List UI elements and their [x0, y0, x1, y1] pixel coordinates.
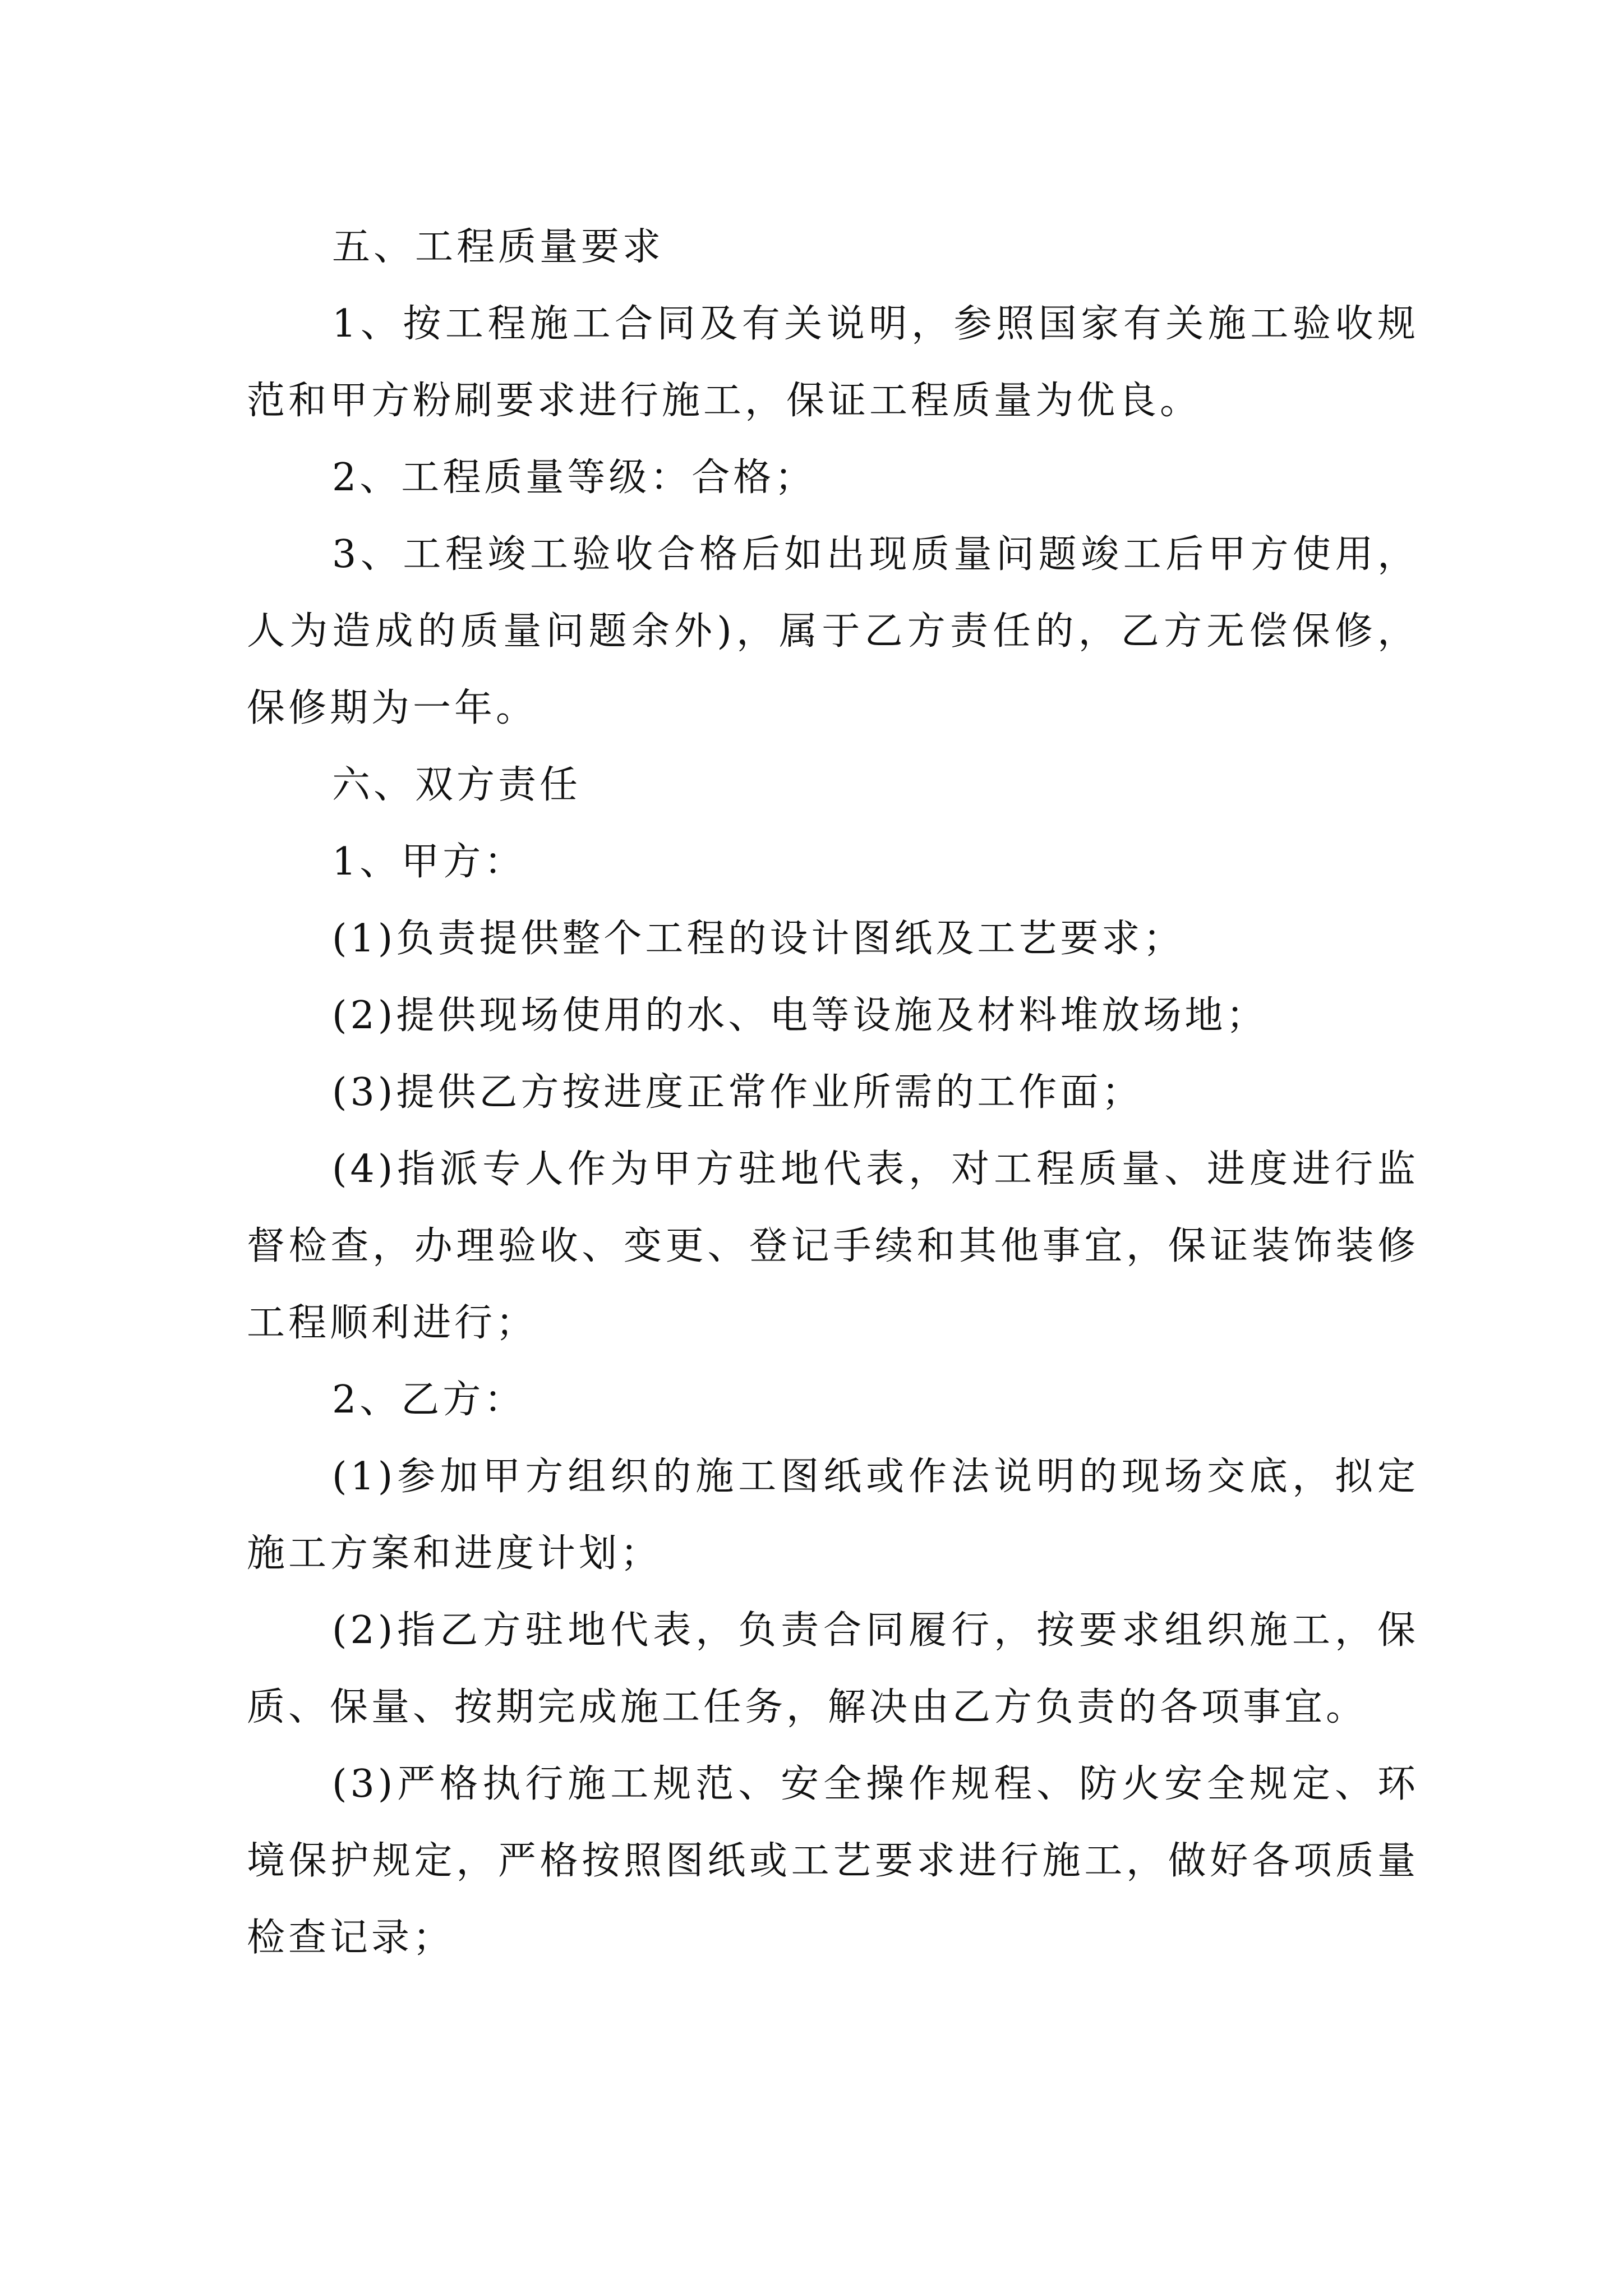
section-heading-responsibilities: 六、双方责任: [332, 763, 582, 807]
party-b-item-1: (1)参加甲方组织的施工图纸或作法说明的现场交底，拟定施工方案和进度计划；: [247, 1455, 1419, 1576]
quality-item-2: 2、工程质量等级：合格；: [332, 455, 817, 500]
party-a-item-4: (4)指派专人作为甲方驻地代表，对工程质量、进度进行监督检查，办理验收、变更、登记手续和其他事宜，保证装饰装修工程顺利进行；: [247, 1147, 1419, 1345]
party-a-item-3: (3)提供乙方按进度正常作业所需的工作面；: [332, 1070, 1144, 1115]
section-heading-quality: 五、工程质量要求: [332, 225, 665, 269]
party-b-title: 2、乙方：: [332, 1378, 526, 1422]
party-a-item-1: (1)负责提供整个工程的设计图纸及工艺要求；: [332, 917, 1185, 961]
party-a-item-2: (2)提供现场使用的水、电等设施及材料堆放场地；: [332, 993, 1268, 1038]
party-a-title: 1、甲方：: [332, 840, 526, 884]
quality-item-1: 1、按工程施工合同及有关说明，参照国家有关施工验收规范和甲方粉刷要求进行施工，保证工程质量为优良。: [247, 302, 1419, 423]
party-b-item-2: (2)指乙方驻地代表，负责合同履行，按要求组织施工，保质、保量、按期完成施工任务，解决由乙方负责的各项事宜。: [247, 1608, 1419, 1729]
document-body: [247, 209, 1419, 1976]
party-b-item-3: (3)严格执行施工规范、安全操作规程、防火安全规定、环境保护规定，严格按照图纸或工艺要求进行施工，做好各项质量检查记录；: [247, 1762, 1419, 1960]
quality-item-3: 3、工程竣工验收合格后如出现质量问题竣工后甲方使用，人为造成的质量问题余外)，属于乙方责任的，乙方无偿保修，保修期为一年。: [247, 532, 1419, 730]
